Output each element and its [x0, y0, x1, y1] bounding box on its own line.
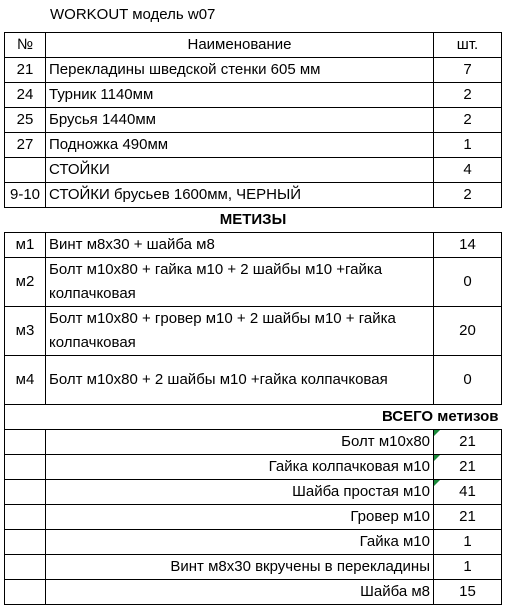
part-name: Турник 1140мм — [46, 83, 434, 108]
part-no: 25 — [5, 108, 46, 133]
table-row — [5, 83, 502, 108]
hardware-name: Винт м8х30 + шайба м8 — [46, 233, 434, 258]
summary-row — [5, 555, 502, 580]
hardware-qty: 0 — [434, 356, 502, 405]
summary-spacer — [5, 430, 46, 455]
summary-name: Винт м8х30 вкручены в перекладины — [46, 555, 434, 580]
section-row — [5, 208, 502, 233]
part-name: СТОЙКИ брусьев 1600мм, ЧЕРНЫЙ — [46, 183, 434, 208]
part-qty: 4 — [434, 158, 502, 183]
sheet-title: WORKOUT модель w07 — [50, 6, 216, 23]
table-row — [5, 258, 502, 307]
hardware-name: Болт м10х80 + гайка м10 + 2 шайбы м10 +гайка колпачковая — [46, 258, 434, 307]
part-qty: 2 — [434, 83, 502, 108]
part-name: Подножка 490мм — [46, 133, 434, 158]
part-no: 27 — [5, 133, 46, 158]
summary-name: Гайка колпачковая м10 — [46, 455, 434, 480]
header-no: № — [5, 33, 46, 58]
hardware-section-title: МЕТИЗЫ — [5, 208, 502, 233]
summary-name: Шайба простая м10 — [46, 480, 434, 505]
summary-row — [5, 580, 502, 605]
hardware-no: м4 — [5, 356, 46, 405]
summary-qty: 21 — [434, 505, 502, 530]
part-no — [5, 158, 46, 183]
table-row — [5, 58, 502, 83]
summary-row — [5, 430, 502, 455]
summary-name: Болт м10х80 — [46, 430, 434, 455]
summary-qty: 21 — [434, 455, 502, 480]
hardware-no: м1 — [5, 233, 46, 258]
summary-title: ВСЕГО метизов — [46, 405, 502, 430]
summary-header-row — [5, 405, 502, 430]
summary-name: Гайка м10 — [46, 530, 434, 555]
parts-table — [4, 32, 502, 605]
table-row — [5, 183, 502, 208]
summary-qty: 21 — [434, 430, 502, 455]
part-no: 24 — [5, 83, 46, 108]
hardware-name: Болт м10х80 + 2 шайбы м10 +гайка колпачковая — [46, 356, 434, 405]
summary-row — [5, 530, 502, 555]
part-name: СТОЙКИ — [46, 158, 434, 183]
summary-name: Шайба м8 — [46, 580, 434, 605]
hardware-name: Болт м10х80 + гровер м10 + 2 шайбы м10 + гайка колпачковая — [46, 307, 434, 356]
hardware-qty: 14 — [434, 233, 502, 258]
summary-spacer — [5, 505, 46, 530]
header-qty: шт. — [434, 33, 502, 58]
table-row — [5, 133, 502, 158]
hardware-no: м2 — [5, 258, 46, 307]
summary-qty: 15 — [434, 580, 502, 605]
summary-row — [5, 505, 502, 530]
table-row — [5, 233, 502, 258]
part-qty: 1 — [434, 133, 502, 158]
summary-qty: 1 — [434, 530, 502, 555]
table-row — [5, 108, 502, 133]
summary-spacer — [5, 480, 46, 505]
part-qty: 7 — [434, 58, 502, 83]
part-qty: 2 — [434, 108, 502, 133]
summary-qty: 1 — [434, 555, 502, 580]
summary-spacer — [5, 455, 46, 480]
header-name: Наименование — [46, 33, 434, 58]
summary-spacer — [5, 405, 46, 430]
hardware-qty: 0 — [434, 258, 502, 307]
part-qty: 2 — [434, 183, 502, 208]
summary-row — [5, 455, 502, 480]
summary-qty: 41 — [434, 480, 502, 505]
header-row — [5, 33, 502, 58]
part-name: Перекладины шведской стенки 605 мм — [46, 58, 434, 83]
table-row — [5, 307, 502, 356]
table-row — [5, 356, 502, 405]
hardware-no: м3 — [5, 307, 46, 356]
hardware-qty: 20 — [434, 307, 502, 356]
part-no: 9-10 — [5, 183, 46, 208]
summary-name: Гровер м10 — [46, 505, 434, 530]
summary-row — [5, 480, 502, 505]
part-no: 21 — [5, 58, 46, 83]
summary-spacer — [5, 555, 46, 580]
table-row — [5, 158, 502, 183]
part-name: Брусья 1440мм — [46, 108, 434, 133]
summary-spacer — [5, 530, 46, 555]
summary-spacer — [5, 580, 46, 605]
